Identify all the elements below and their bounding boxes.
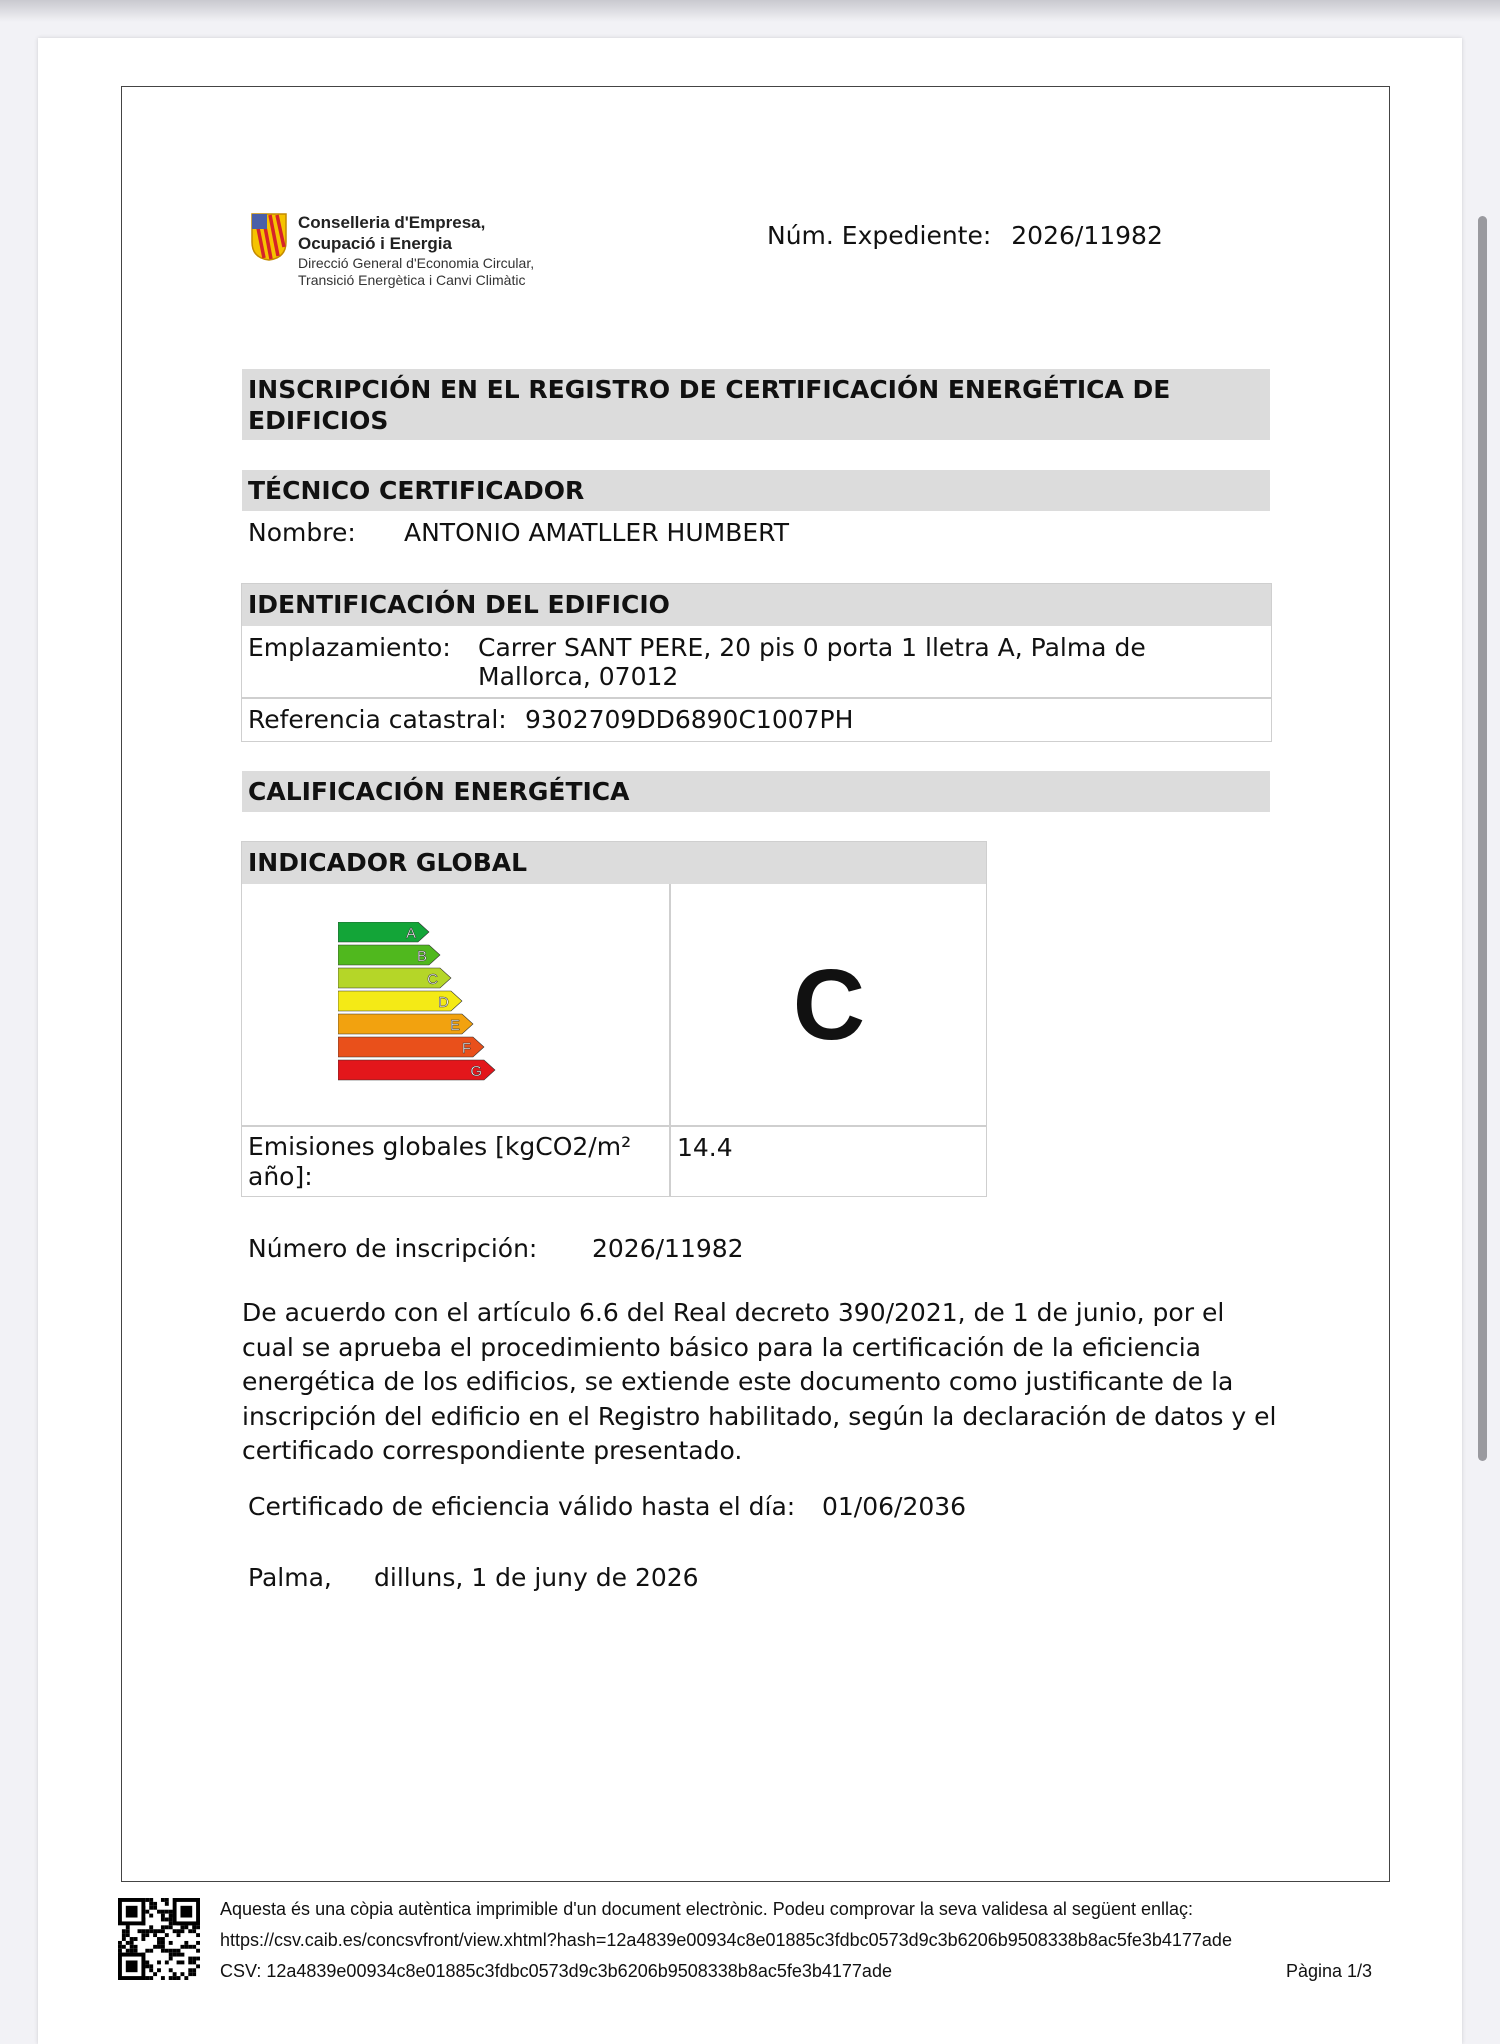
divider <box>241 697 1272 699</box>
emisiones-label <box>248 1132 631 1192</box>
emisiones-label-line1: Emisiones globales [kgCO2/m² <box>248 1132 632 1161</box>
expediente <box>767 221 1163 250</box>
title-line2: EDIFICIOS <box>248 406 389 435</box>
window-top-shadow <box>0 0 1500 22</box>
scrollbar[interactable] <box>1478 216 1487 1461</box>
energy-class-d <box>338 991 462 1011</box>
qr-code-icon <box>118 1898 200 1980</box>
catastral-value: 9302709DD6890C1007PH <box>525 705 854 734</box>
fecha-city: Palma, <box>248 1563 332 1592</box>
energy-class-a <box>338 922 429 942</box>
org-dept-line2: Transició Energètica i Canvi Climàtic <box>298 272 526 288</box>
org-name-line1: Conselleria d'Empresa, <box>298 213 486 232</box>
divider <box>241 1125 987 1127</box>
energy-scale <box>338 922 508 1092</box>
validez-value: 01/06/2036 <box>822 1492 967 1521</box>
title-line1: INSCRIPCIÓN EN EL REGISTRO DE CERTIFICACIÓN ENERGÉTICA DE <box>248 375 1171 404</box>
energy-rating-letter: C <box>792 948 866 1061</box>
energy-class-f <box>338 1037 484 1057</box>
energy-class-label: D <box>438 994 449 1011</box>
footer-csv: CSV: 12a4839e00934c8e01885c3fdbc0573d9c3b6206b9508338b8ac5fe3b4177ade <box>220 1961 892 1981</box>
divider <box>669 884 671 1196</box>
coat-of-arms-icon <box>250 212 288 262</box>
emisiones-value: 14.4 <box>677 1133 733 1162</box>
indicador-heading: INDICADOR GLOBAL <box>242 842 986 884</box>
tecnico-heading: TÉCNICO CERTIFICADOR <box>242 470 1270 511</box>
calificacion-heading: CALIFICACIÓN ENERGÉTICA <box>242 771 1270 812</box>
nombre-value: ANTONIO AMATLLER HUMBERT <box>404 518 789 547</box>
expediente-label: Núm. Expediente: <box>767 221 992 250</box>
validez-label: Certificado de eficiencia válido hasta el día: <box>248 1492 796 1521</box>
energy-class-label: A <box>405 925 416 942</box>
energy-class-label: B <box>416 948 427 965</box>
govern-logo <box>250 212 534 290</box>
energy-class-label: C <box>427 971 438 988</box>
org-dept-line1: Direcció General d'Economia Circular, <box>298 254 535 271</box>
energy-class-c <box>338 968 451 988</box>
footer-line1: Aquesta és una còpia autèntica imprimible d'un document electrònic. Podeu comprovar la seva validesa al següent enllaç: <box>220 1899 1194 1919</box>
emplazamiento-value-line2: Mallorca, 07012 <box>478 662 679 691</box>
emplazamiento-value-line1: Carrer SANT PERE, 20 pis 0 porta 1 lletra A, Palma de <box>478 633 1146 662</box>
emplazamiento-label: Emplazamiento: <box>248 633 451 662</box>
inscripcion-label: Número de inscripción: <box>248 1234 538 1263</box>
nombre-label: Nombre: <box>248 518 356 547</box>
legal-paragraph: De acuerdo con el artículo 6.6 del Real decreto 390/2021, de 1 de junio, por el cual se aprueba el procedimiento básico para la certificación de la eficiencia energética de los edificios, se extiende este documento como justificante de la inscripción del edificio en el Registro habilitado, según la declaración de datos y el certificado correspondiente presentado. <box>242 1298 1277 1465</box>
edificio-heading: IDENTIFICACIÓN DEL EDIFICIO <box>242 584 1271 626</box>
org-name-line2: Ocupació i Energia <box>298 234 452 254</box>
emisiones-label-line2: año]: <box>248 1162 313 1191</box>
energy-class-label: F <box>461 1040 471 1057</box>
energy-class-label: G <box>470 1063 482 1080</box>
energy-class-g <box>338 1060 495 1080</box>
inscripcion-value: 2026/11982 <box>592 1234 744 1263</box>
energy-class-b <box>338 945 440 965</box>
document-title <box>242 369 1270 440</box>
energy-class-label: E <box>449 1017 460 1034</box>
fecha-date: dilluns, 1 de juny de 2026 <box>374 1563 699 1592</box>
page-number: Pàgina 1/3 <box>1286 1961 1373 1981</box>
footer-verify-link[interactable]: https://csv.caib.es/concsvfront/view.xhtml?hash=12a4839e00934c8e01885c3fdbc0573d9c3b6206b9508338b8ac5fe3b4177ade <box>220 1930 1232 1950</box>
energy-class-e <box>338 1014 473 1034</box>
expediente-value: 2026/11982 <box>1011 221 1163 250</box>
catastral-label: Referencia catastral: <box>248 705 507 734</box>
